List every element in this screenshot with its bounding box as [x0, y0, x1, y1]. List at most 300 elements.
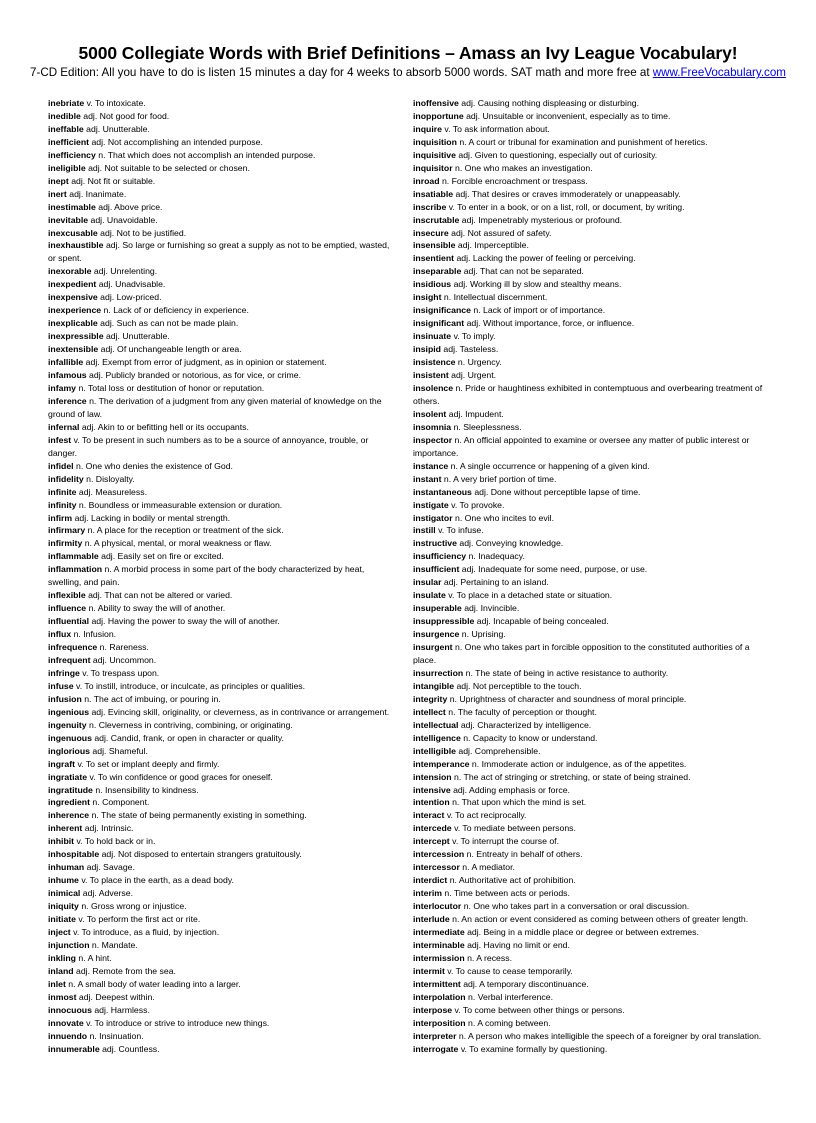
- word-term: insolence: [413, 382, 454, 393]
- word-term: insular: [413, 577, 442, 588]
- word-term: insignificance: [413, 305, 471, 316]
- word-entry: [48, 550, 398, 563]
- word-term: inert: [48, 188, 67, 199]
- word-term: insignificant: [413, 318, 465, 329]
- word-entry: [48, 1017, 398, 1030]
- word-definition: adj. Not good for food.: [83, 110, 170, 121]
- word-definition: v. To intoxicate.: [86, 98, 146, 108]
- word-term: inexpressible: [48, 331, 104, 342]
- word-term: instantaneous: [413, 486, 472, 497]
- word-term: ingenious: [48, 706, 90, 717]
- word-definition: n. Insensibility to kindness.: [95, 784, 199, 795]
- word-entry: [48, 499, 398, 512]
- word-entry: [48, 265, 398, 278]
- word-entry: [413, 576, 770, 589]
- word-entry: [48, 162, 398, 175]
- word-term: inquire: [413, 123, 442, 134]
- word-term: infallible: [48, 357, 84, 368]
- word-definition: adj. Unsuitable or inconvenient, especially as to time.: [466, 110, 671, 121]
- word-term: interpolation: [413, 991, 466, 1002]
- word-entry: [413, 732, 770, 745]
- word-entry: [413, 809, 770, 822]
- word-term: iniquity: [48, 901, 79, 912]
- word-term: interpose: [413, 1004, 453, 1015]
- word-entry: [48, 369, 398, 382]
- page-header: [0, 42, 816, 81]
- word-term: insight: [413, 292, 442, 303]
- word-definition: n. Forcible encroachment or trespass.: [441, 175, 588, 186]
- word-entry: [413, 330, 770, 343]
- word-definition: adj. Urgent.: [451, 370, 497, 381]
- word-entry: [413, 434, 770, 460]
- word-entry: [413, 136, 770, 149]
- word-definition: n. Gross wrong or injustice.: [81, 901, 187, 912]
- word-definition: v. To hold back or in.: [76, 836, 156, 847]
- word-term: inoffensive: [413, 98, 459, 108]
- word-entry: [413, 369, 770, 382]
- word-term: interminable: [413, 939, 465, 950]
- word-term: insulate: [413, 590, 446, 601]
- word-term: inflammation: [48, 564, 103, 575]
- word-definition: adj. Conveying knowledge.: [459, 538, 564, 549]
- word-term: infidel: [48, 460, 74, 471]
- word-term: interact: [413, 810, 445, 821]
- word-entry: [413, 110, 770, 123]
- word-term: infamy: [48, 382, 77, 393]
- word-entry: [48, 227, 398, 240]
- word-term: insurrection: [413, 667, 464, 678]
- word-entry: [48, 214, 398, 227]
- word-definition: adj. Akin to or befitting hell or its occupants.: [81, 421, 249, 432]
- word-entry: [48, 641, 398, 654]
- word-definition: adj. Impudent.: [448, 408, 504, 419]
- word-entry: [413, 252, 770, 265]
- word-term: ingratiate: [48, 771, 88, 782]
- word-definition: n. A coming between.: [468, 1017, 551, 1028]
- word-entry: [413, 848, 770, 861]
- word-term: inefficient: [48, 136, 90, 147]
- word-definition: v. To set or implant deeply and firmly.: [77, 758, 220, 769]
- word-term: infirm: [48, 512, 73, 523]
- word-entry: [48, 719, 398, 732]
- word-entry: [48, 628, 398, 641]
- word-term: insensible: [413, 240, 456, 251]
- word-term: instigator: [413, 512, 453, 523]
- word-entry: [48, 732, 398, 745]
- word-term: inject: [48, 927, 71, 937]
- word-term: inhibit: [48, 836, 75, 847]
- word-definition: v. To enter in a book, or on a list, roll, or document, by writing.: [448, 201, 685, 212]
- word-definition: v. To be present in such numbers as to be a source of annoyance, trouble, or danger.: [48, 434, 369, 458]
- word-term: infest: [48, 434, 72, 445]
- word-definition: n. The act of imbuing, or pouring in.: [84, 693, 221, 704]
- word-term: intercessor: [413, 862, 460, 873]
- word-entry: [48, 745, 398, 758]
- word-entry: [48, 563, 398, 589]
- word-entry: [413, 460, 770, 473]
- word-entry: [413, 615, 770, 628]
- right-column: [413, 97, 770, 1056]
- word-term: inference: [48, 395, 87, 406]
- word-entry: [413, 991, 770, 1004]
- word-term: insentient: [413, 253, 455, 264]
- word-definition: n. The faculty of perception or thought.: [448, 706, 597, 717]
- word-term: infinity: [48, 499, 77, 510]
- word-entry: [48, 395, 398, 421]
- word-entry: [413, 784, 770, 797]
- word-term: insistent: [413, 370, 449, 381]
- word-term: inherent: [48, 823, 83, 834]
- word-term: inscrutable: [413, 214, 460, 225]
- word-definition: v. To place in the earth, as a dead body.: [81, 875, 234, 886]
- word-entry: [48, 926, 398, 939]
- word-term: intemperance: [413, 758, 470, 769]
- word-term: inhospitable: [48, 849, 100, 860]
- word-term: instant: [413, 473, 442, 484]
- word-entry: [48, 784, 398, 797]
- word-entry: [48, 900, 398, 913]
- word-entry: [413, 512, 770, 525]
- word-entry: [413, 356, 770, 369]
- word-entry: [48, 680, 398, 693]
- word-term: inseparable: [413, 266, 462, 277]
- word-definition: adj. Unutterable.: [86, 123, 150, 134]
- word-term: inexorable: [48, 266, 92, 277]
- word-entry: [48, 913, 398, 926]
- word-term: insinuate: [413, 331, 452, 342]
- word-definition: n. A place for the reception or treatment of the sick.: [87, 525, 284, 536]
- word-definition: adj. Inanimate.: [69, 188, 127, 199]
- word-entry: [48, 421, 398, 434]
- word-definition: n. Ability to sway the will of another.: [88, 603, 226, 614]
- word-entry: [413, 550, 770, 563]
- word-definition: adj. Adding emphasis or force.: [453, 784, 570, 795]
- word-term: insistence: [413, 357, 456, 368]
- word-entry: [413, 382, 770, 408]
- word-definition: adj. Not to be justified.: [100, 227, 187, 238]
- word-term: interlocutor: [413, 901, 462, 912]
- word-definition: n. Infusion.: [73, 629, 117, 640]
- word-term: insolent: [413, 408, 447, 419]
- word-entry: [413, 693, 770, 706]
- word-term: interdict: [413, 875, 448, 886]
- word-entry: [413, 835, 770, 848]
- word-term: influx: [48, 629, 72, 640]
- word-term: intelligence: [413, 732, 461, 743]
- word-entry: [413, 97, 770, 110]
- word-term: intellectual: [413, 719, 459, 730]
- word-definition: adj. Comprehensible.: [458, 745, 541, 756]
- word-entry: [48, 771, 398, 784]
- word-entry: [413, 758, 770, 771]
- word-term: instill: [413, 525, 436, 536]
- page-subtitle: [0, 65, 816, 81]
- word-entry: [48, 343, 398, 356]
- word-entry: [48, 848, 398, 861]
- word-entry: [48, 239, 398, 265]
- word-term: instructive: [413, 538, 457, 549]
- word-definition: adj. Given to questioning, especially out of curiosity.: [458, 149, 658, 160]
- word-term: intangible: [413, 680, 455, 691]
- word-definition: n. One who denies the existence of God.: [76, 460, 233, 471]
- word-entry: [48, 589, 398, 602]
- word-term: interlude: [413, 914, 450, 925]
- word-definition: n. A very brief portion of time.: [443, 473, 557, 484]
- word-entry: [413, 667, 770, 680]
- word-definition: v. To trespass upon.: [82, 667, 160, 678]
- word-definition: adj. So large or furnishing so great a supply as not to be emptied, wasted, or spent.: [48, 240, 390, 264]
- word-term: insufficiency: [413, 551, 467, 562]
- word-definition: adj. Not perceptible to the touch.: [456, 680, 582, 691]
- left-column: [48, 97, 398, 1056]
- word-entry: [48, 874, 398, 887]
- word-definition: n. Uprising.: [461, 629, 506, 640]
- word-definition: adj. Lacking the power of feeling or perceiving.: [456, 253, 636, 264]
- word-entry: [48, 123, 398, 136]
- word-term: initiate: [48, 914, 76, 925]
- word-definition: adj. Adverse.: [82, 888, 134, 899]
- word-term: interposition: [413, 1017, 466, 1028]
- word-entry: [48, 291, 398, 304]
- word-entry: [48, 1043, 398, 1056]
- word-definition: adj. Being in a middle place or degree or between extremes.: [467, 927, 699, 937]
- word-definition: n. A recess.: [467, 952, 512, 963]
- word-entry: [413, 706, 770, 719]
- word-term: inquisition: [413, 136, 457, 147]
- word-term: intention: [413, 797, 450, 808]
- word-entry: [48, 693, 398, 706]
- word-term: inmost: [48, 991, 77, 1002]
- word-definition: v. To win confidence or good graces for oneself.: [89, 771, 273, 782]
- word-entry: [413, 771, 770, 784]
- word-term: inspector: [413, 434, 453, 445]
- word-definition: n. Verbal interference.: [468, 991, 554, 1002]
- word-definition: n. A mediator.: [462, 862, 515, 873]
- word-term: insuppressible: [413, 616, 475, 627]
- word-definition: n. Lack of or deficiency in experience.: [103, 305, 249, 316]
- word-entry: [413, 304, 770, 317]
- word-definition: adj. Shameful.: [92, 745, 148, 756]
- word-entry: [413, 602, 770, 615]
- word-definition: n. Mandate.: [91, 939, 138, 950]
- word-definition: adj. Imperceptible.: [457, 240, 529, 251]
- word-entry: [413, 149, 770, 162]
- word-definition: v. To perform the first act or rite.: [78, 914, 201, 925]
- word-term: insurgence: [413, 629, 460, 640]
- word-definition: n. Insinuation.: [89, 1030, 144, 1041]
- word-term: insidious: [413, 279, 452, 290]
- word-definition: n. An official appointed to examine or oversee any matter of public interest or importance.: [413, 434, 750, 458]
- word-definition: adj. Pertaining to an island.: [443, 577, 549, 588]
- word-entry: [48, 939, 398, 952]
- word-term: inhuman: [48, 862, 85, 873]
- word-term: insurgent: [413, 642, 453, 653]
- word-term: innuendo: [48, 1030, 88, 1041]
- word-entry: [48, 473, 398, 486]
- word-entry: [48, 887, 398, 900]
- word-term: ingenuity: [48, 719, 87, 730]
- word-definition: adj. Harmless.: [94, 1004, 150, 1015]
- word-entry: [48, 356, 398, 369]
- word-entry: [413, 162, 770, 175]
- word-entry: [48, 809, 398, 822]
- word-definition: v. To come between other things or persons.: [454, 1004, 625, 1015]
- word-term: intermediate: [413, 927, 465, 937]
- word-term: inherence: [48, 810, 90, 821]
- word-entry: [413, 214, 770, 227]
- word-definition: adj. Having the power to sway the will of another.: [91, 616, 280, 627]
- word-definition: adj. Savage.: [86, 862, 135, 873]
- word-entry: [48, 602, 398, 615]
- word-term: inefficiency: [48, 149, 96, 160]
- word-entry: [48, 524, 398, 537]
- word-definition: adj. Low-priced.: [100, 292, 162, 303]
- word-entry: [413, 874, 770, 887]
- word-definition: n. Lack of import or of importance.: [473, 305, 606, 316]
- word-definition: n. A physical, mental, or moral weakness or flaw.: [84, 538, 272, 549]
- word-entry: [413, 239, 770, 252]
- word-definition: n. A person who makes intelligible the speech of a foreigner by oral translation.: [458, 1030, 762, 1041]
- word-definition: adj. Inadequate for some need, purpose, or use.: [461, 564, 648, 575]
- word-entry: [48, 188, 398, 201]
- word-term: influence: [48, 603, 87, 614]
- word-term: interrogate: [413, 1043, 459, 1054]
- word-definition: adj. Impenetrably mysterious or profound.: [461, 214, 623, 225]
- word-term: inhume: [48, 875, 79, 886]
- word-entry: [413, 952, 770, 965]
- word-term: infrequence: [48, 642, 98, 653]
- word-definition: n. The act of stringing or stretching, or state of being strained.: [454, 771, 691, 782]
- word-term: inland: [48, 965, 74, 976]
- word-definition: adj. Of unchangeable length or area.: [100, 344, 242, 355]
- word-definition: adj. Working ill by slow and stealthy means.: [453, 279, 622, 290]
- word-entry: [48, 667, 398, 680]
- word-term: intercept: [413, 836, 450, 847]
- word-term: infidelity: [48, 473, 84, 484]
- word-definition: adj. Having no limit or end.: [467, 939, 570, 950]
- word-term: influential: [48, 616, 90, 627]
- word-term: infirmity: [48, 538, 83, 549]
- word-definition: adj. Above price.: [98, 201, 163, 212]
- word-definition: n. Disloyalty.: [86, 473, 135, 484]
- word-definition: n. Entreaty in behalf of others.: [466, 849, 583, 860]
- word-term: inestimable: [48, 201, 96, 212]
- word-entry: [413, 201, 770, 214]
- word-term: inopportune: [413, 110, 464, 121]
- word-entry: [413, 1043, 770, 1056]
- word-term: inquisitive: [413, 149, 456, 160]
- word-term: inquisitor: [413, 162, 453, 173]
- word-definition: adj. Intrinsic.: [84, 823, 134, 834]
- word-term: ingraft: [48, 758, 76, 769]
- word-definition: adj. Without importance, force, or influence.: [466, 318, 635, 329]
- word-entry: [48, 330, 398, 343]
- word-term: insatiable: [413, 188, 454, 199]
- word-definition: adj. Remote from the sea.: [76, 965, 176, 976]
- word-definition: n. Total loss or destitution of honor or reputation.: [78, 382, 265, 393]
- word-definition: v. To place in a detached state or situation.: [448, 590, 613, 601]
- word-term: inkling: [48, 952, 76, 963]
- word-entry: [413, 913, 770, 926]
- word-definition: adj. Not accomplishing an intended purpose.: [91, 136, 263, 147]
- word-definition: adj. Lacking in bodily or mental strength.: [74, 512, 231, 523]
- word-term: ingredient: [48, 797, 90, 808]
- word-entry: [48, 965, 398, 978]
- word-definition: n. One who takes part in a conversation or oral discussion.: [463, 901, 690, 912]
- word-definition: adj. A temporary discontinuance.: [463, 978, 589, 989]
- word-definition: adj. Not assured of safety.: [451, 227, 552, 238]
- word-definition: adj. That desires or craves immoderately or unappeasably.: [455, 188, 681, 199]
- word-entry: [413, 978, 770, 991]
- word-entry: [413, 589, 770, 602]
- word-entry: [48, 460, 398, 473]
- word-definition: adj. Candid, frank, or open in character or quality.: [94, 732, 284, 743]
- word-definition: n. That which does not accomplish an intended purpose.: [98, 149, 316, 160]
- word-term: inexpensive: [48, 292, 98, 303]
- word-definition: v. To infuse.: [438, 525, 484, 536]
- word-term: inflexible: [48, 590, 86, 601]
- website-link[interactable]: www.FreeVocabulary.com: [652, 66, 786, 79]
- word-entry: [48, 796, 398, 809]
- word-term: inexpedient: [48, 279, 97, 290]
- word-term: innumerable: [48, 1043, 100, 1054]
- word-definition: v. To instill, introduce, or inculcate, as principles or qualities.: [76, 680, 306, 691]
- word-definition: n. A single occurrence or happening of a given kind.: [450, 460, 650, 471]
- word-term: integrity: [413, 693, 448, 704]
- word-term: intelligible: [413, 745, 456, 756]
- word-entry: [413, 861, 770, 874]
- word-definition: n. Inadequacy.: [468, 551, 525, 562]
- word-definition: adj. Easily set on fire or excited.: [101, 551, 224, 562]
- word-definition: n. The derivation of a judgment from any given material of knowledge on the ground of law.: [48, 395, 382, 419]
- word-term: insecure: [413, 227, 449, 238]
- word-definition: n. A small body of water leading into a larger.: [68, 978, 241, 989]
- word-definition: adj. Unutterable.: [105, 331, 170, 342]
- word-term: insufficient: [413, 564, 460, 575]
- word-definition: n. Authoritative act of prohibition.: [449, 875, 576, 886]
- word-term: inglorious: [48, 745, 90, 756]
- word-term: infinite: [48, 486, 77, 497]
- word-definition: v. To introduce or strive to introduce new things.: [86, 1017, 270, 1028]
- word-definition: n. That upon which the mind is set.: [452, 797, 587, 808]
- word-term: infrequent: [48, 654, 91, 665]
- word-definition: n. One who makes an investigation.: [455, 162, 593, 173]
- word-term: insuperable: [413, 603, 462, 614]
- word-definition: n. Rareness.: [99, 642, 149, 653]
- word-definition: adj. Causing nothing displeasing or disturbing.: [461, 98, 640, 108]
- word-term: infringe: [48, 667, 80, 678]
- word-entry: [413, 175, 770, 188]
- word-definition: n. One who takes part in forcible opposition to the constituted authorities of a place.: [413, 642, 750, 665]
- word-definition: n. A morbid process in some part of the body characterized by heat, swelling, and pain.: [48, 564, 365, 588]
- word-entry: [48, 317, 398, 330]
- word-entry: [413, 524, 770, 537]
- word-entry: [48, 952, 398, 965]
- word-definition: adj. Unadvisable.: [98, 279, 166, 290]
- word-term: intermittent: [413, 978, 461, 989]
- word-definition: n. Intellectual discernment.: [443, 292, 548, 303]
- word-entry: [413, 563, 770, 576]
- word-definition: n. Pride or haughtiness exhibited in contemptuous and overbearing treatment of others.: [413, 382, 763, 406]
- word-term: inexplicable: [48, 318, 98, 329]
- word-term: inevitable: [48, 214, 89, 225]
- word-definition: adj. Publicly branded or notorious, as for vice, or crime.: [89, 370, 302, 381]
- word-term: inexperience: [48, 305, 102, 316]
- word-definition: n. Immoderate action or indulgence, as of the appetites.: [471, 758, 687, 769]
- word-entry: [413, 188, 770, 201]
- word-term: insomnia: [413, 421, 452, 432]
- word-definition: adj. Countless.: [102, 1043, 160, 1054]
